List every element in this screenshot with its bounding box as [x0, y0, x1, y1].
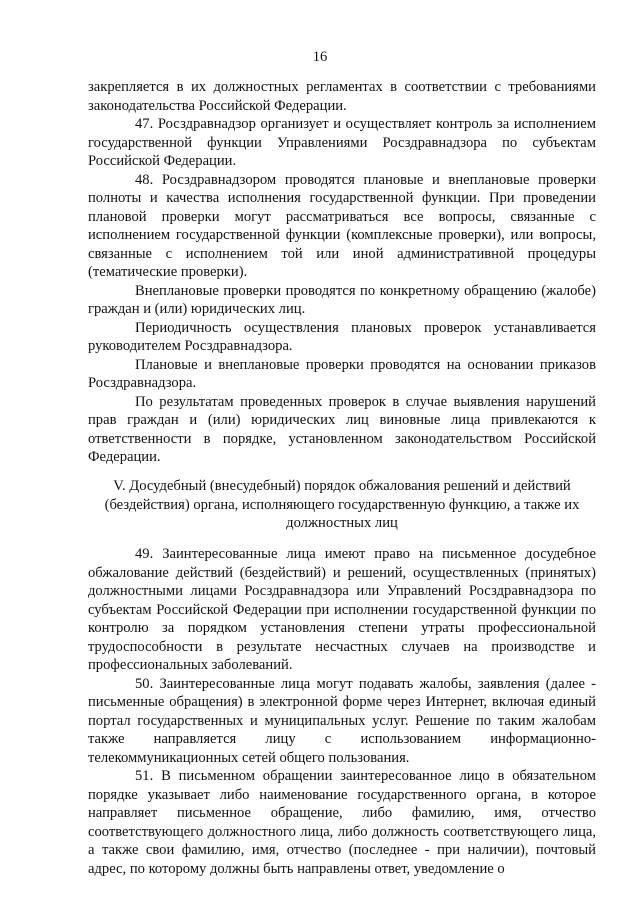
paragraph-48: 48. Росздравнадзором проводятся плановые и внеплановые проверки полноты и качества исполнения государственной функции. При проведении плановой проверки могут рассматриваться все вопросы, связанные с исполнением государственной функции (комплексные проверки), или вопросы, связанные с исполнением той или иной административной процедуры (тематические проверки).	[88, 171, 596, 280]
section-text-top	[88, 78, 596, 467]
paragraph-49: 49. Заинтересованные лица имеют право на письменное досудебное обжалование действий (бездействий) и решений, осуществленных (принятых) должностными лицами Росздравнадзора или Управлений Росздравнадзора по субъектам Российской Федерации при исполнении государственной функции по контролю за порядком установления степени утраты профессиональной трудоспособности в результате несчастных случаев на производстве и профессиональных заболеваний.	[88, 546, 596, 673]
paragraph: Внеплановые проверки проводятся по конкретному обращению (жалобе) граждан и (или) юридических лиц.	[88, 282, 596, 317]
paragraph-51: 51. В письменном обращении заинтересованное лицо в обязательном порядке указывает либо наименование государственного органа, в которое направляет письменное обращение, либо фамилию, имя, отчество соответствующего должностного лица, либо должность соответствующего лица, а также свои фамилию, имя, отчество (последнее - при наличии), почтовый адрес, по которому должны быть направлены ответ, уведомление о	[88, 768, 596, 877]
paragraph-50: 50. Заинтересованные лица могут подавать жалобы, заявления (далее - письменные обращения) в электронной форме через Интернет, включая единый портал государственных и муниципальных услуг. Решение по таким жалобам также направляется лицу с использованием информационно-телекоммуникационных сетей общего пользования.	[88, 675, 596, 766]
paragraph: закрепляется в их должностных регламентах в соответствии с требованиями законодательства Российской Федерации.	[88, 79, 596, 114]
paragraph: Периодичность осуществления плановых проверок устанавливается руководителем Росздравнадзора.	[88, 319, 596, 354]
paragraph-47: 47. Росздравнадзор организует и осуществляет контроль за исполнением государственной функции Управлениями Росздравнадзора по субъектам Российской Федерации.	[88, 116, 596, 169]
paragraph: По результатам проведенных проверок в случае выявления нарушений прав граждан и (или) юридических лиц виновные лица привлекаются к ответственности в порядке, установленном законодательством Российской Федерации.	[88, 393, 596, 465]
paragraph: Плановые и внеплановые проверки проводятся на основании приказов Росздравнадзора.	[88, 356, 596, 391]
section-heading: V. Досудебный (внесудебный) порядок обжалования решений и действий (бездействия) органа, исполняющего государственную функцию, а также их должностных лиц	[104, 478, 580, 531]
section-text-bottom	[88, 545, 596, 878]
page-number: 16	[312, 49, 328, 65]
